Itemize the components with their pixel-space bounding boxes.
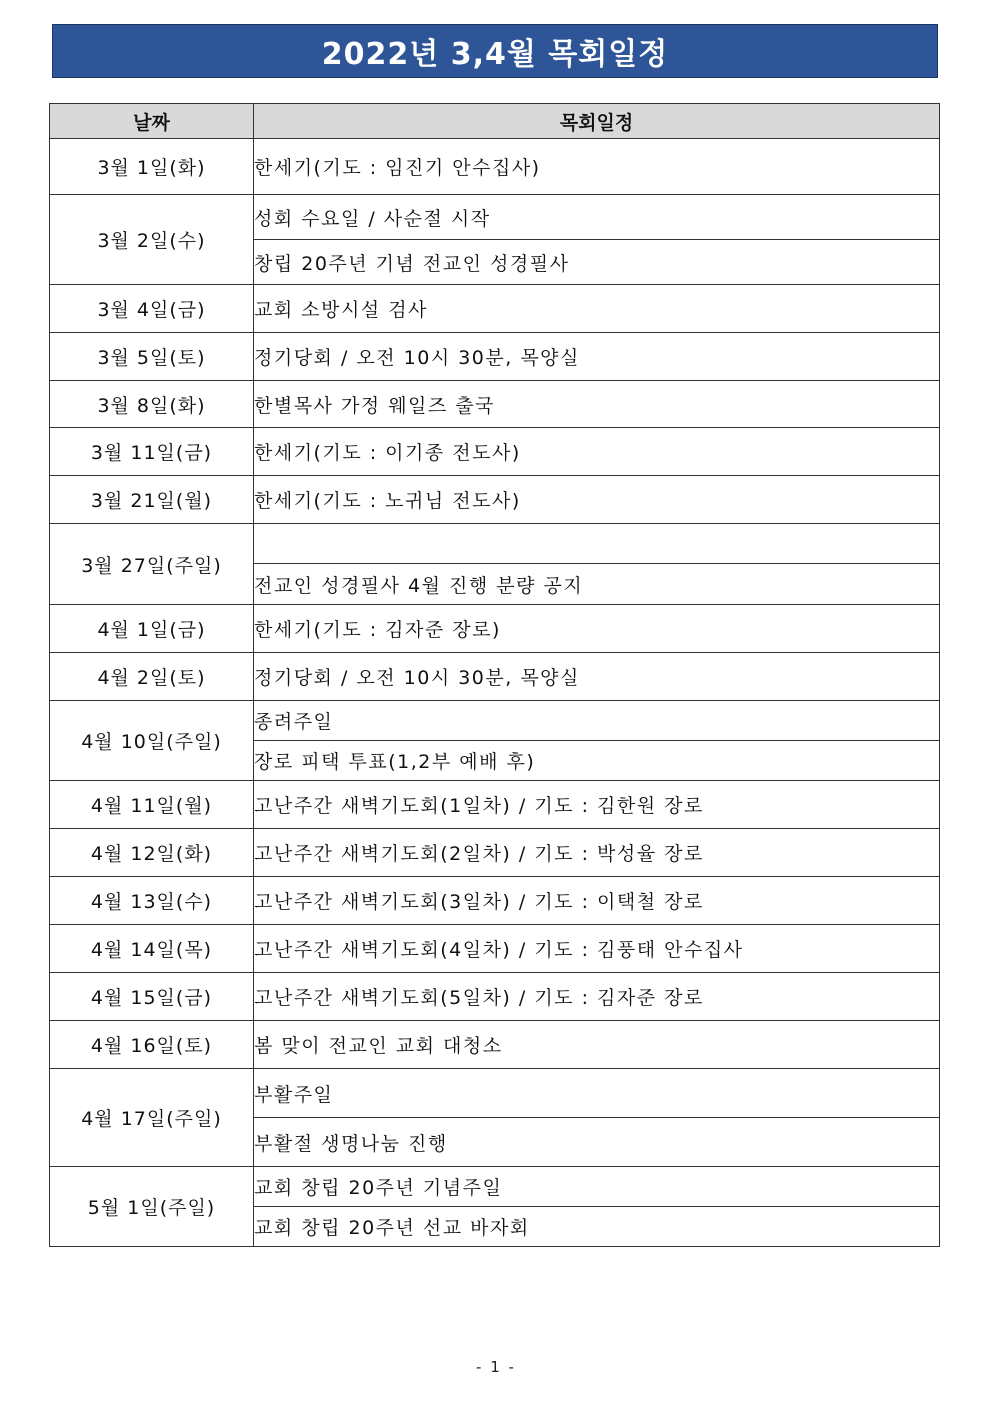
date-cell: 4월 16일(토) <box>50 1021 254 1069</box>
date-cell: 4월 12일(화) <box>50 829 254 877</box>
event-cell: 성회 수요일 / 사순절 시작 <box>254 195 940 240</box>
table-row <box>50 285 940 333</box>
event-cell <box>254 524 940 564</box>
event-cell: 부활주일 <box>254 1069 940 1118</box>
date-cell: 4월 13일(수) <box>50 877 254 925</box>
event-cell: 한세기(기도 : 노귀님 전도사) <box>254 476 940 524</box>
event-cell: 고난주간 새벽기도회(4일차) / 기도 : 김풍태 안수집사 <box>254 925 940 973</box>
table-row <box>50 605 940 653</box>
table-row <box>50 139 940 195</box>
event-cell: 고난주간 새벽기도회(2일차) / 기도 : 박성율 장로 <box>254 829 940 877</box>
event-cell: 종려주일 <box>254 701 940 741</box>
event-cell: 교회 창립 20주년 기념주일 <box>254 1167 940 1207</box>
table-row <box>50 925 940 973</box>
table-row <box>50 877 940 925</box>
event-cell: 정기당회 / 오전 10시 30분, 목양실 <box>254 653 940 701</box>
date-cell: 4월 1일(금) <box>50 605 254 653</box>
date-cell: 4월 15일(금) <box>50 973 254 1021</box>
date-cell: 3월 4일(금) <box>50 285 254 333</box>
event-cell: 장로 피택 투표(1,2부 예배 후) <box>254 741 940 781</box>
event-cell: 교회 창립 20주년 선교 바자회 <box>254 1207 940 1247</box>
event-cell: 전교인 성경필사 4월 진행 분량 공지 <box>254 564 940 605</box>
date-cell: 3월 21일(월) <box>50 476 254 524</box>
page-title: 2022년 3,4월 목회일정 <box>321 37 669 72</box>
schedule-column-header: 목회일정 <box>254 104 940 139</box>
event-cell: 창립 20주년 기념 전교인 성경필사 <box>254 240 940 285</box>
event-cell: 정기당회 / 오전 10시 30분, 목양실 <box>254 333 940 381</box>
table-row <box>50 333 940 381</box>
table-row <box>50 524 940 564</box>
table-header-row <box>50 104 940 139</box>
table-row <box>50 381 940 428</box>
event-cell: 한세기(기도 : 임진기 안수집사) <box>254 139 940 195</box>
page-number: - 1 - <box>476 1358 516 1376</box>
date-cell: 4월 11일(월) <box>50 781 254 829</box>
table-row <box>50 1167 940 1207</box>
event-cell: 고난주간 새벽기도회(3일차) / 기도 : 이택철 장로 <box>254 877 940 925</box>
date-cell: 3월 1일(화) <box>50 139 254 195</box>
table-row <box>50 973 940 1021</box>
table-row <box>50 701 940 741</box>
date-cell: 3월 11일(금) <box>50 428 254 476</box>
table-row <box>50 195 940 240</box>
table-row <box>50 476 940 524</box>
event-cell: 한별목사 가정 웨일즈 출국 <box>254 381 940 428</box>
date-cell: 4월 2일(토) <box>50 653 254 701</box>
table-row <box>50 829 940 877</box>
table-row <box>50 781 940 829</box>
date-column-header: 날짜 <box>50 104 254 139</box>
event-cell: 고난주간 새벽기도회(1일차) / 기도 : 김한원 장로 <box>254 781 940 829</box>
date-cell: 3월 8일(화) <box>50 381 254 428</box>
table-row <box>50 1021 940 1069</box>
event-cell: 고난주간 새벽기도회(5일차) / 기도 : 김자준 장로 <box>254 973 940 1021</box>
schedule-table <box>49 103 940 1247</box>
event-cell: 한세기(기도 : 이기종 전도사) <box>254 428 940 476</box>
date-cell: 3월 2일(수) <box>50 195 254 285</box>
event-cell: 한세기(기도 : 김자준 장로) <box>254 605 940 653</box>
date-cell: 3월 27일(주일) <box>50 524 254 605</box>
table-row <box>50 428 940 476</box>
date-cell: 5월 1일(주일) <box>50 1167 254 1247</box>
date-cell: 4월 14일(목) <box>50 925 254 973</box>
date-cell: 4월 10일(주일) <box>50 701 254 781</box>
event-cell: 교회 소방시설 검사 <box>254 285 940 333</box>
table-row <box>50 1069 940 1118</box>
title-banner <box>52 24 938 78</box>
event-cell: 부활절 생명나눔 진행 <box>254 1118 940 1167</box>
table-row <box>50 653 940 701</box>
event-cell: 봄 맞이 전교인 교회 대청소 <box>254 1021 940 1069</box>
date-cell: 4월 17일(주일) <box>50 1069 254 1167</box>
date-cell: 3월 5일(토) <box>50 333 254 381</box>
